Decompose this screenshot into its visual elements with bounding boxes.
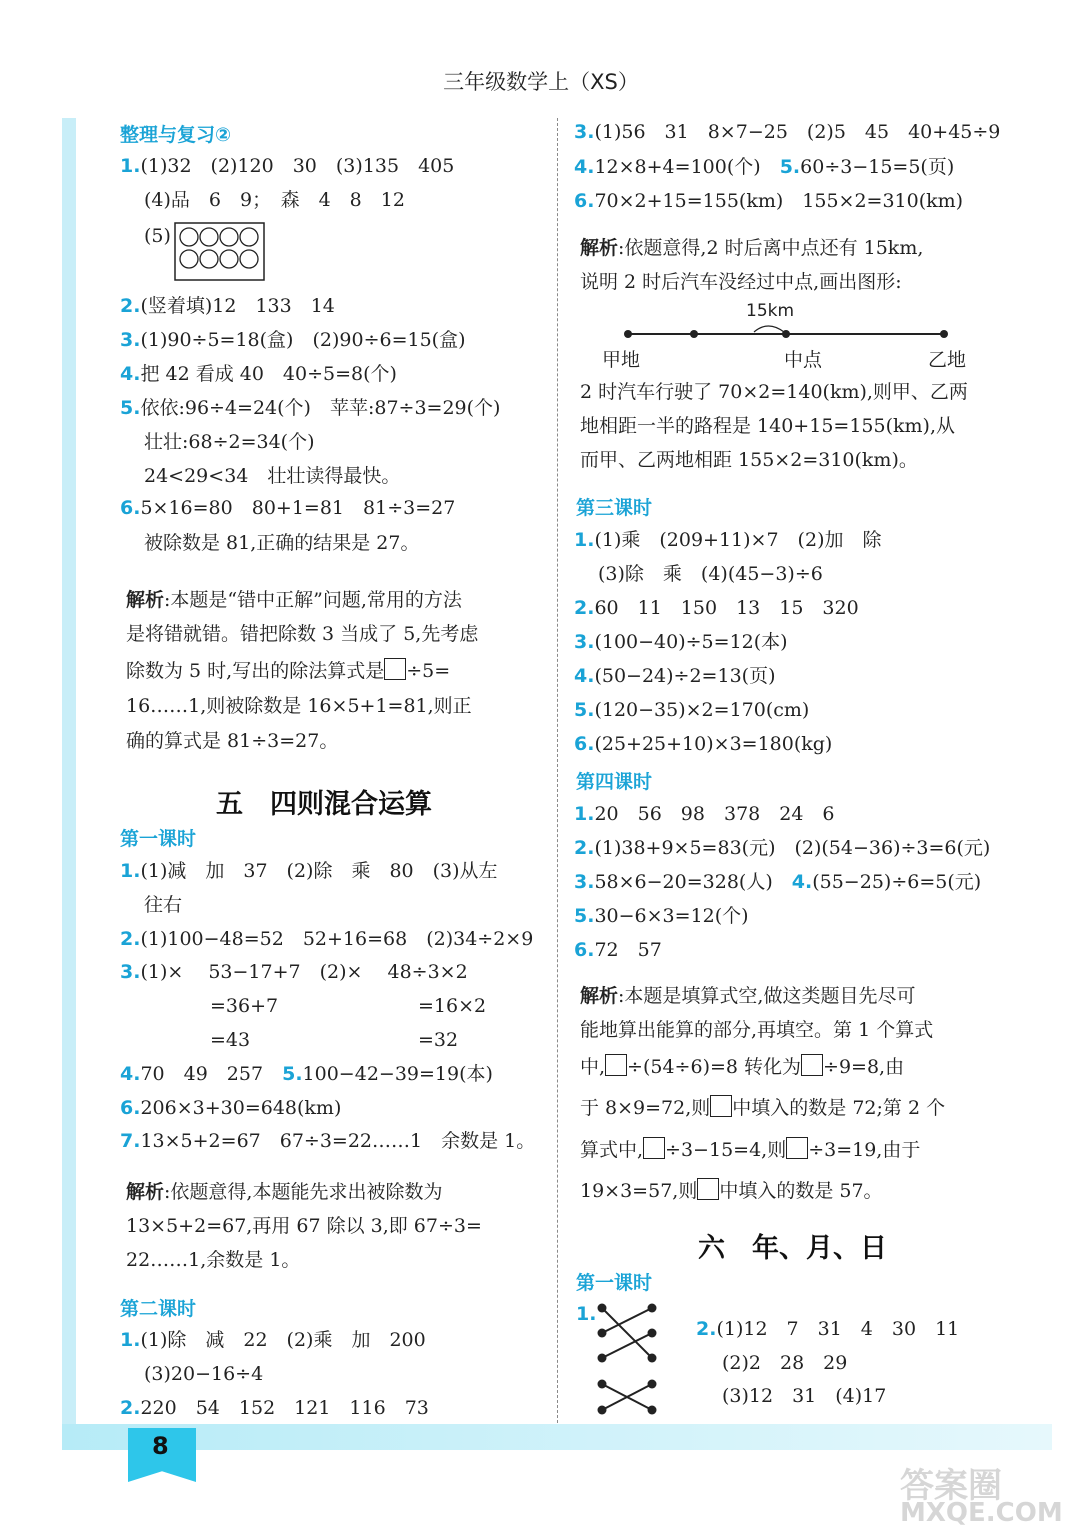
analysis-line (580, 1178, 883, 1203)
diagram-label-jia: 甲地 (602, 349, 641, 371)
answer-line (120, 396, 500, 420)
item-number: 5. (574, 699, 595, 721)
item-number: 1. (574, 803, 595, 825)
watermark-logo: 答案圈 (900, 1466, 1002, 1506)
item-number: 1. (120, 1329, 141, 1351)
analysis-text: 算式中, (580, 1139, 644, 1161)
answer-line (120, 154, 454, 178)
answer-line: =36+7 (210, 995, 279, 1017)
answer-line (574, 904, 749, 928)
blank-box (697, 1178, 719, 1200)
left-decor-bar (62, 118, 76, 1438)
answer-line: (3)除 乘 (4)(45−3)÷6 (598, 563, 823, 585)
analysis-line (126, 658, 450, 683)
section-title-lesson1: 第一课时 (120, 828, 197, 850)
item-number: 6. (574, 733, 595, 755)
bottom-decor-bar (62, 1424, 1052, 1450)
answer-text: (100−40)÷5=12(本) (594, 631, 788, 653)
analysis-label: 解析 (580, 237, 619, 259)
analysis-label: 解析 (580, 985, 619, 1007)
analysis-text: :本题是“错中正解”问题,常用的方法 (164, 589, 462, 611)
answer-line: (3)12 31 (4)17 (722, 1385, 887, 1407)
answer-line (574, 630, 788, 654)
distance-diagram (596, 298, 996, 378)
answer-text: 30−6×3=12(个) (594, 905, 749, 927)
answer-line: (4)品 6 9； 森 4 8 12 (144, 189, 405, 211)
blank-box (710, 1095, 732, 1117)
answer-line (574, 155, 954, 179)
section-title-lesson1-ch6: 第一课时 (576, 1272, 653, 1294)
analysis-text: :依题意得,本题能先求出被除数为 (164, 1181, 443, 1203)
analysis-line (580, 984, 915, 1008)
answer-text: (竖着填)12 133 14 (140, 295, 335, 317)
answer-line: 被除数是 81,正确的结果是 27。 (144, 532, 420, 554)
item-number: 3. (574, 121, 595, 143)
analysis-line (126, 588, 462, 612)
item-number: 1. (576, 1303, 597, 1325)
column-divider (557, 118, 558, 1423)
point-jia (624, 330, 632, 338)
item-number: 4. (574, 156, 595, 178)
circle-grid-figure (174, 222, 266, 282)
analysis-text: ÷5= (406, 660, 451, 682)
answer-line (120, 496, 455, 520)
answer-text: (5) (144, 225, 171, 247)
answer-text: 60÷3−15=5(页) (800, 156, 955, 178)
answer-line (574, 664, 775, 688)
answer-text: (1)除 减 22 (2)乘 加 200 (140, 1329, 426, 1351)
item-number: 7. (120, 1130, 141, 1152)
item-number: 6. (574, 939, 595, 961)
section-title-lesson2: 第二课时 (120, 1298, 197, 1320)
point-yi (940, 330, 948, 338)
answer-line: (2)2 28 29 (722, 1352, 848, 1374)
answer-line (120, 294, 335, 318)
answer-line (120, 1096, 341, 1120)
answer-text: (1)乘 (209+11)×7 (2)加 除 (594, 529, 882, 551)
analysis-text: ÷3−15=4,则 (665, 1139, 787, 1161)
answer-line (574, 528, 881, 552)
point-midpoint (782, 330, 790, 338)
answer-line (574, 596, 859, 620)
watermark-url: MXQE.COM (900, 1498, 1063, 1528)
analysis-line: 确的算式是 81÷3=27。 (126, 730, 339, 752)
answer-line (120, 1328, 426, 1352)
analysis-text: 除数为 5 时,写出的除法算式是 (126, 660, 385, 682)
answer-line (120, 328, 466, 352)
item-number: 2. (120, 928, 141, 950)
analysis-line: 13×5+2=67,再用 67 除以 3,即 67÷3= (126, 1215, 482, 1237)
item-number: 3. (574, 631, 595, 653)
answer-text: 12×8+4=100(个) (594, 156, 761, 178)
item-number: 4. (120, 1063, 141, 1085)
answer-text: 5×16=80 80+1=81 81÷3=27 (140, 497, 456, 519)
answer-line (144, 224, 171, 248)
answer-text: (1)38+9×5=83(元) (2)(54−36)÷3=6(元) (594, 837, 991, 859)
section-title-lesson3: 第三课时 (576, 497, 653, 519)
analysis-line (580, 1095, 945, 1120)
item-number: 6. (574, 190, 595, 212)
analysis-label: 解析 (126, 1181, 165, 1203)
analysis-label: 解析 (126, 589, 165, 611)
item-number: 2. (574, 837, 595, 859)
answer-text: 70×2+15=155(km) 155×2=310(km) (594, 190, 964, 212)
blank-box (801, 1054, 823, 1076)
item-number: 1. (574, 529, 595, 551)
analysis-text: 中, (580, 1056, 606, 1078)
section-title-review: 整理与复习② (120, 124, 232, 146)
answer-line: 24<29<34 壮壮读得最快。 (144, 465, 401, 487)
analysis-line: 2 时汽车行驶了 70×2=140(km),则甲、乙两 (580, 381, 968, 403)
answer-line (120, 1062, 493, 1086)
answer-text: 60 11 150 13 15 320 (594, 597, 859, 619)
answer-text: (1)减 加 37 (2)除 乘 80 (3)从左 (140, 860, 498, 882)
answer-text: 206×3+30=648(km) (140, 1097, 342, 1119)
item-number: 4. (120, 363, 141, 385)
answer-line (120, 960, 468, 984)
analysis-text: ÷9=8,由 (823, 1056, 905, 1078)
answer-text: 220 54 152 121 116 73 (140, 1397, 429, 1419)
analysis-line (580, 1054, 904, 1079)
item-number: 2. (120, 1397, 141, 1419)
answer-line: =43 (210, 1029, 251, 1051)
item-number: 4. (574, 665, 595, 687)
item-number: 6. (120, 1097, 141, 1119)
answer-line (574, 836, 990, 860)
answer-line: 壮壮:68÷2=34(个) (144, 431, 315, 453)
answer-line: =32 (418, 1029, 459, 1051)
answer-text: (1)56 31 8×7−25 (2)5 45 40+45÷9 (594, 121, 1001, 143)
answer-line: 往右 (144, 894, 183, 916)
item-number: 4. (791, 871, 813, 893)
answer-line (574, 698, 809, 722)
answer-line (574, 938, 662, 962)
analysis-line: 而甲、乙两地相距 155×2=310(km)。 (580, 449, 918, 471)
analysis-text: 中填入的数是 57。 (719, 1180, 883, 1202)
chapter-title-6: 六 年、月、日 (698, 1233, 887, 1264)
analysis-line: 能地算出能算的部分,再填空。第 1 个算式 (580, 1019, 934, 1041)
answer-line (120, 362, 397, 386)
blank-box (384, 658, 406, 680)
answer-text: (50−24)÷2=13(页) (594, 665, 776, 687)
item-number: 6. (120, 497, 141, 519)
blank-box (605, 1054, 627, 1076)
answer-text: 70 49 257 (140, 1063, 264, 1085)
answer-text: 20 56 98 378 24 6 (594, 803, 835, 825)
answer-line (120, 859, 498, 883)
diagram-label-yi: 乙地 (928, 349, 967, 371)
analysis-line: 16……1,则被除数是 16×5+1=81,则正 (126, 695, 472, 717)
analysis-text: 中填入的数是 72;第 2 个 (732, 1097, 946, 1119)
page-number: 8 (152, 1432, 169, 1460)
answer-line (120, 1396, 429, 1420)
answer-text: (55−25)÷6=5(元) (812, 871, 982, 893)
answer-text: 把 42 看成 40 40÷5=8(个) (140, 363, 397, 385)
answer-text: 72 57 (594, 939, 662, 961)
answer-line: =16×2 (418, 995, 487, 1017)
analysis-text: 19×3=57,则 (580, 1180, 698, 1202)
answer-text: 13×5+2=67 67÷3=22……1 余数是 1。 (140, 1130, 536, 1152)
answer-line (696, 1317, 959, 1341)
answer-line (574, 802, 835, 826)
matching-lines-figure (594, 1300, 664, 1420)
item-number: 3. (574, 871, 595, 893)
answer-line (574, 870, 981, 894)
analysis-line (580, 236, 923, 260)
chapter-title-5: 五 四则混合运算 (216, 789, 432, 820)
distance-brace (754, 326, 784, 332)
answer-line (574, 120, 1000, 144)
analysis-line (580, 1137, 920, 1162)
analysis-line: 22……1,余数是 1。 (126, 1249, 301, 1271)
item-number: 5. (120, 397, 141, 419)
diagram-label-mid: 中点 (784, 349, 823, 371)
answer-text: (1)100−48=52 52+16=68 (2)34÷2×9 (140, 928, 534, 950)
answer-text: (120−35)×2=170(cm) (594, 699, 810, 721)
answer-line: (3)20−16÷4 (144, 1363, 264, 1385)
item-number: 1. (120, 155, 141, 177)
item-number: 5. (779, 156, 801, 178)
answer-text: (25+25+10)×3=180(kg) (594, 733, 833, 755)
blank-box (786, 1137, 808, 1159)
answer-text: 100−42−39=19(本) (302, 1063, 493, 1085)
analysis-line: 地相距一半的路程是 140+15=155(km),从 (580, 415, 955, 437)
item-number: 5. (282, 1063, 303, 1085)
analysis-line: 说明 2 时后汽车没经过中点,画出图形: (580, 271, 902, 293)
analysis-line (126, 1180, 442, 1204)
analysis-text: :依题意得,2 时后离中点还有 15km, (618, 237, 924, 259)
page-header-title: 三年级数学上（XS） (443, 70, 639, 94)
answer-text: (1)12 7 31 4 30 11 (716, 1318, 960, 1340)
item-number: 3. (120, 961, 141, 983)
answer-line (574, 189, 963, 213)
answer-line (574, 732, 832, 756)
item-number: 3. (120, 329, 141, 351)
item-number: 2. (574, 597, 595, 619)
analysis-line: 是将错就错。错把除数 3 当成了 5,先考虑 (126, 623, 479, 645)
diagram-label-15km: 15km (746, 301, 795, 321)
item-number: 5. (574, 905, 595, 927)
blank-box (643, 1137, 665, 1159)
answer-line (120, 1129, 535, 1153)
item-number: 2. (696, 1318, 717, 1340)
answer-text: (1)90÷5=18(盒) (2)90÷6=15(盒) (140, 329, 466, 351)
point-car (690, 330, 698, 338)
answer-line (120, 927, 533, 951)
answer-text: (1)× 53−17+7 (2)× 48÷3×2 (140, 961, 468, 983)
analysis-text: :本题是填算式空,做这类题目先尽可 (618, 985, 916, 1007)
item-number: 2. (120, 295, 141, 317)
answer-text: 58×6−20=328(人) (594, 871, 773, 893)
item-number: 1. (120, 860, 141, 882)
analysis-text: ÷(54÷6)=8 转化为 (627, 1056, 802, 1078)
analysis-text: ÷3=19,由于 (808, 1139, 921, 1161)
analysis-text: 于 8×9=72,则 (580, 1097, 711, 1119)
answer-text: (1)32 (2)120 30 (3)135 405 (140, 155, 455, 177)
section-title-lesson4: 第四课时 (576, 771, 653, 793)
answer-text: 依依:96÷4=24(个) 苹苹:87÷3=29(个) (140, 397, 501, 419)
